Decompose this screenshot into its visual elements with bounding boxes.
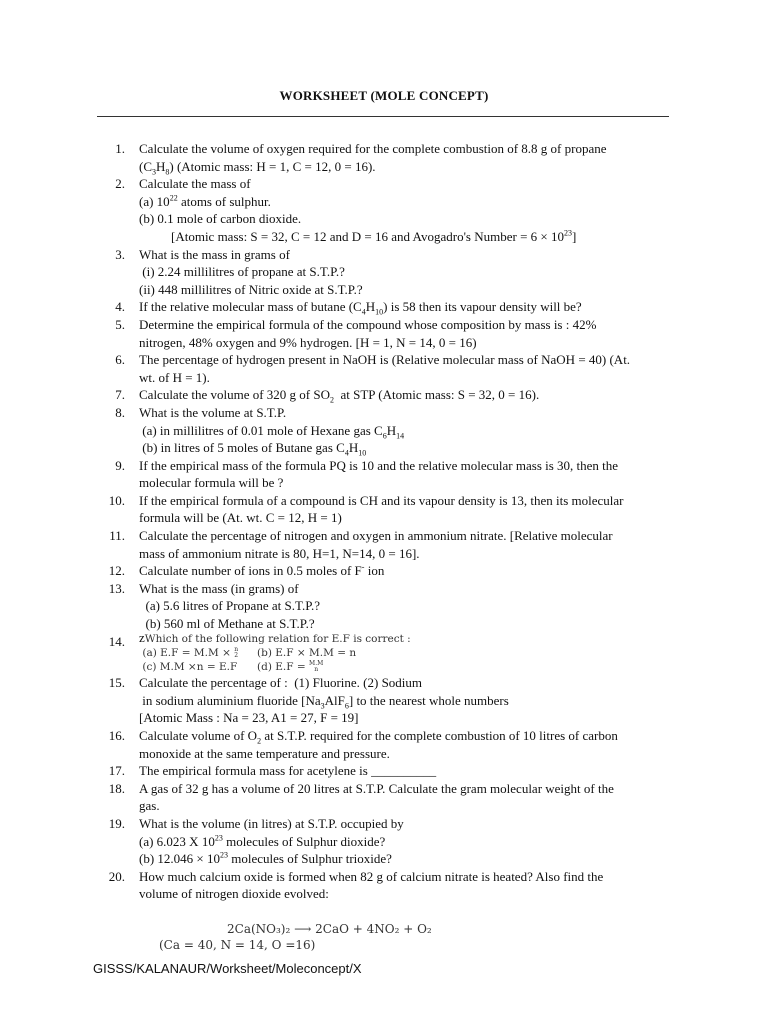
question-text: Calculate the mass of (a) $10^{22}$ atoms of sulphur. (b) 0.1 mole of carbon dioxide. [Atomic mass: S = 32, C = 12 and D = 16 and Avogadro's Number = $6 \times 10^{23}$] bbox=[139, 176, 577, 244]
question-text: If the empirical mass of the formula PQ is 10 and the relative molecular mass is 30, then the molecular formula will be ? bbox=[139, 457, 619, 491]
question-item bbox=[0, 316, 768, 351]
question-item bbox=[0, 815, 768, 868]
question-text: A gas of 32 g has a volume of 20 litres at S.T.P. Calculate the gram molecular weight of the gas. bbox=[139, 780, 614, 814]
question-item bbox=[0, 868, 768, 903]
question-item bbox=[0, 674, 768, 727]
question-text: Calculate the percentage of nitrogen and oxygen in ammonium nitrate. [Relative molecular mass of ammonium nitrate is 80, H=1, N=14, 0 = 16]. bbox=[139, 528, 613, 561]
question-item bbox=[0, 580, 768, 633]
question-item bbox=[0, 457, 768, 492]
calcium-nitrate-equation-image bbox=[145, 922, 455, 952]
equation-text: 2Ca(NO₃)₂ ⟶ 2CaO + 4NO₂ + O₂ bbox=[227, 922, 432, 936]
question-text: What is the volume (in litres) at S.T.P. occupied by (a) 6.023 X $10^{23}$ molecules of Sulphur dioxide? (b) $12.046 \times 10^{23}$ molecules of Sulphur trioxide? bbox=[139, 815, 404, 867]
question-item bbox=[0, 780, 768, 815]
question-text bbox=[139, 629, 679, 675]
question-number: 20. bbox=[108, 868, 125, 884]
question-number: 10. bbox=[108, 492, 125, 508]
worksheet-title: WORKSHEET (MOLE CONCEPT) bbox=[279, 88, 489, 103]
question-text: How much calcium oxide is formed when 82 g of calcium nitrate is heated? Also find the volume of nitrogen dioxide evolved: bbox=[139, 868, 604, 902]
question-text: Calculate number of ions in 0.5 moles of F- ion bbox=[139, 562, 385, 579]
question-text: What is the mass (in grams) of (a) 5.6 litres of Propane at S.T.P.? (b) 560 ml of Methane at S.T.P.? bbox=[139, 580, 320, 632]
relation-options-image: zWhich of the following relation for E.F is correct : (a) E.F = M.M × n 2 (b) E.F × M.M = n (c) M.M ×n = E.F (d) E.F = M.M n bbox=[139, 629, 411, 673]
question-number: 5. bbox=[115, 316, 125, 332]
question-item bbox=[0, 386, 768, 404]
question-item bbox=[0, 527, 768, 562]
question-text: The empirical formula mass for acetylene is __________ bbox=[139, 763, 437, 779]
question-number: 6. bbox=[115, 352, 125, 368]
question-item bbox=[0, 298, 768, 316]
atomic-masses-text: (Ca = 40, N = 14, O =16) bbox=[159, 938, 316, 952]
question-item bbox=[0, 762, 768, 780]
question-number: 18. bbox=[108, 780, 125, 796]
question-item bbox=[0, 727, 768, 762]
question-list bbox=[0, 140, 768, 903]
question-number: 8. bbox=[115, 404, 125, 420]
question-item bbox=[0, 351, 768, 386]
question-item bbox=[0, 492, 768, 527]
question-text: What is the volume at S.T.P. (a) in millilitres of 0.01 mole of Hexane gas $C_6H_{14}$ (b) in litres of 5 moles of Butane gas $C_4H_{10}$ bbox=[139, 404, 405, 458]
question-number: 9. bbox=[115, 457, 125, 473]
question-item bbox=[0, 629, 768, 675]
question-item bbox=[0, 404, 768, 457]
question-number: 4. bbox=[115, 299, 125, 315]
question-number: 7. bbox=[115, 387, 125, 403]
question-text: What is the mass in grams of (i) 2.24 millilitres of propane at S.T.P.? (ii) 448 millilitres of Nitric oxide at S.T.P.? bbox=[139, 246, 363, 297]
question-number: 17. bbox=[108, 763, 125, 779]
title-divider bbox=[97, 116, 669, 117]
question-number: 13. bbox=[108, 580, 125, 596]
question-item bbox=[0, 562, 768, 580]
question-number: 2. bbox=[115, 176, 125, 192]
question-item bbox=[0, 175, 768, 245]
question-text: Determine the empirical formula of the compound whose composition by mass is : 42% nitrogen, 48% oxygen and 9% hydrogen. [H = 1, N = 14, 0 = 16) bbox=[139, 316, 597, 350]
question-number: 19. bbox=[108, 815, 125, 831]
footer-path: GISSS/KALANAUR/Worksheet/Moleconcept/X bbox=[93, 961, 362, 976]
question-number: 11. bbox=[109, 528, 125, 544]
question-text: Calculate volume of $O_2$ at S.T.P. required for the complete combustion of 10 litres of carbon monoxide at the same temperature and pressure. bbox=[139, 728, 618, 761]
question-number: 3. bbox=[115, 246, 125, 262]
question-text: Calculate the volume of oxygen required for the complete combustion of 8.8 g of propane $(C_3H_8)$ (Atomic mass: H = 1, C = 12, 0 = 16). bbox=[139, 141, 607, 177]
question-number: 14. bbox=[108, 633, 125, 649]
question-number: 15. bbox=[108, 675, 125, 691]
question-text: Calculate the volume of 320 g of $SO_2$ at STP (Atomic mass: S = 32, 0 = 16). bbox=[139, 387, 540, 405]
question-item bbox=[0, 140, 768, 175]
question-number: 12. bbox=[108, 563, 125, 579]
question-item bbox=[0, 246, 768, 299]
question-text: If the empirical formula of a compound is CH and its vapour density is 13, then its molecular formula will be (At. wt. C = 12, H = 1) bbox=[139, 492, 624, 526]
question-text: The percentage of hydrogen present in NaOH is (Relative molecular mass of NaOH = 40) (At. wt. of H = 1). bbox=[139, 352, 631, 385]
question-text: If the relative molecular mass of butane $(C_4H_{10})$ is 58 then its vapour density will be? bbox=[139, 299, 582, 317]
question-number: 16. bbox=[108, 728, 125, 743]
question-text: Calculate the percentage of : (1) Fluorine. (2) Sodium in sodium aluminium fluoride $[Na_3AlF_6]$ to the nearest whole numbers [Atomic Mass : Na = 23, A1 = 27, F = 19] bbox=[139, 675, 509, 726]
question-number: 1. bbox=[115, 141, 125, 156]
